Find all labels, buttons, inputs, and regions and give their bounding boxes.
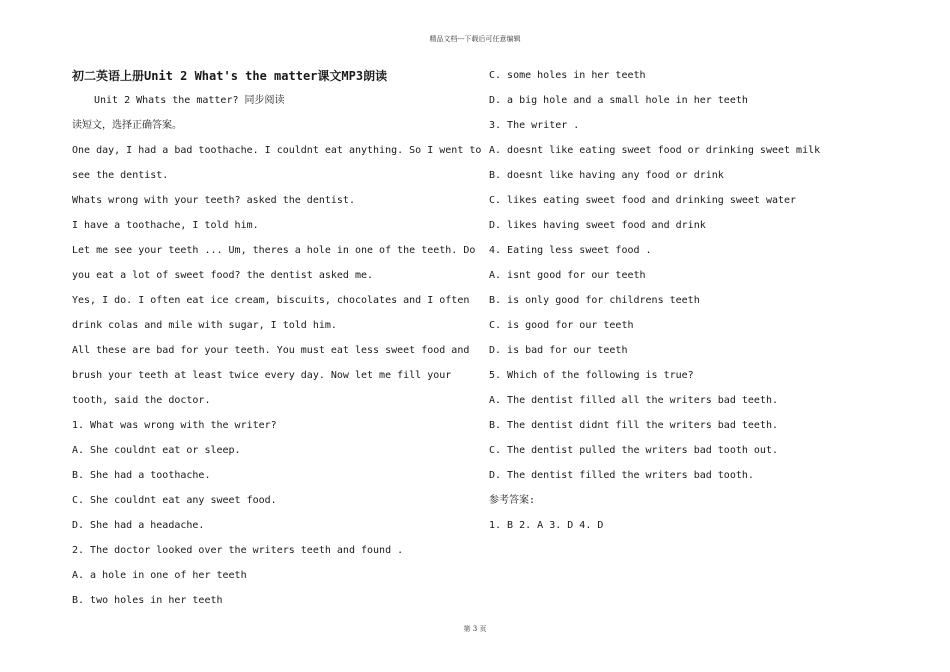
passage-line: I have a toothache, I told him. <box>72 220 259 231</box>
option-line: A. The dentist filled all the writers bad teeth. <box>489 395 778 406</box>
document-title: 初二英语上册Unit 2 What's the matter课文MP3朗读 <box>72 69 388 83</box>
option-line: C. likes eating sweet food and drinking sweet water <box>489 195 797 206</box>
page-number: 第 3 页 <box>463 625 487 633</box>
passage-line: Whats wrong with your teeth? asked the dentist. <box>72 195 355 206</box>
option-line: D. a big hole and a small hole in her teeth <box>489 95 748 106</box>
option-line: C. is good for our teeth <box>489 320 634 331</box>
passage-line: see the dentist. <box>72 170 169 181</box>
option-line: B. She had a toothache. <box>72 470 211 481</box>
option-line: B. two holes in her teeth <box>72 595 223 606</box>
option-line: D. likes having sweet food and drink <box>489 220 706 231</box>
passage-line: tooth, said the doctor. <box>72 395 211 406</box>
page-header: 精品文档---下载后可任意编辑 <box>429 35 521 43</box>
answer-key-heading: 参考答案: <box>489 495 536 506</box>
passage-line: Yes, I do. I often eat ice cream, biscuits, chocolates and I often <box>72 295 470 306</box>
option-line: A. She couldnt eat or sleep. <box>72 445 241 456</box>
question-line: 5. Which of the following is true? <box>489 370 694 381</box>
option-line: B. doesnt like having any food or drink <box>489 170 724 181</box>
passage-line: you eat a lot of sweet food? the dentist asked me. <box>72 270 374 281</box>
option-line: C. The dentist pulled the writers bad tooth out. <box>489 445 778 456</box>
option-line: A. doesnt like eating sweet food or drinking sweet milk <box>489 145 821 156</box>
option-line: B. is only good for childrens teeth <box>489 295 700 306</box>
section-heading: Unit 2 Whats the matter? 同步阅读 <box>94 95 285 106</box>
question-line: 2. The doctor looked over the writers teeth and found . <box>72 545 404 556</box>
option-line: B. The dentist didnt fill the writers bad teeth. <box>489 420 778 431</box>
option-line: D. is bad for our teeth <box>489 345 628 356</box>
passage-line: brush your teeth at least twice every day. Now let me fill your <box>72 370 452 381</box>
question-line: 4. Eating less sweet food . <box>489 245 652 256</box>
question-line: 3. The writer . <box>489 120 580 131</box>
right-column <box>489 66 889 541</box>
instruction-line: 读短文，选择正确答案。 <box>72 120 182 131</box>
option-line: A. isnt good for our teeth <box>489 270 646 281</box>
left-column <box>72 66 482 616</box>
passage-line: drink colas and mile with sugar, I told him. <box>72 320 337 331</box>
option-line: C. some holes in her teeth <box>489 70 646 81</box>
passage-line: Let me see your teeth ... Um, theres a hole in one of the teeth. Do <box>72 245 476 256</box>
option-line: A. a hole in one of her teeth <box>72 570 247 581</box>
option-line: C. She couldnt eat any sweet food. <box>72 495 277 506</box>
option-line: D. She had a headache. <box>72 520 205 531</box>
passage-line: One day, I had a bad toothache. I couldnt eat anything. So I went to <box>72 145 482 156</box>
answer-key: 1. B 2. A 3. D 4. D <box>489 520 604 531</box>
question-line: 1. What was wrong with the writer? <box>72 420 277 431</box>
option-line: D. The dentist filled the writers bad tooth. <box>489 470 754 481</box>
passage-line: All these are bad for your teeth. You must eat less sweet food and <box>72 345 470 356</box>
